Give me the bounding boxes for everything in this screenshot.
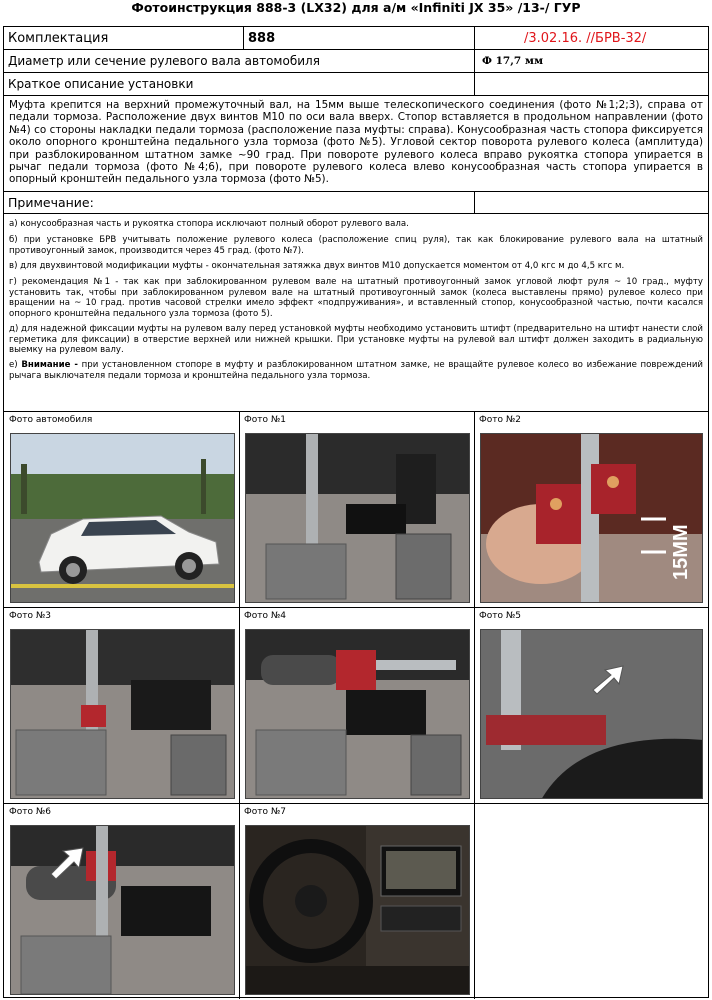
note-d: г) рекомендация №1 - так как при заблокированном рулевом вале на штатный противоугонный замок угловой люфт руля ~ 10 град., муфту установить так, чтобы при заблокированном рулевом вале на штатный противоугонный замок (колеса выставлены прямо) рулевое колесо при вращении на ~ 10 град. против часовой стрелки имело эффект «подпруживания», и вставленный стопор, конусообразной частью, почти касался опорного кронштейна педального узла тормоза (фото 5). bbox=[9, 277, 703, 319]
date-reference: /3.02.16. //БРВ-32/ bbox=[524, 31, 647, 46]
photo-6-stopper bbox=[10, 825, 235, 995]
photo-2-closeup bbox=[480, 433, 703, 603]
photo-7-interior bbox=[245, 825, 470, 995]
document-title: Фотоинструкция 888-3 (LX32) для а/м «Infiniti JX 35» /13-/ ГУР bbox=[131, 0, 581, 15]
photo-label-1: Фото №1 bbox=[244, 415, 286, 425]
photo-label-5: Фото №5 bbox=[479, 611, 521, 621]
photo-4-stopper bbox=[245, 629, 470, 799]
note-a: а) конусообразная часть и рукоятка стопора исключают полный оборот рулевого вала. bbox=[9, 219, 409, 229]
note-e: д) для надежной фиксации муфты на рулевом валу перед установкой муфты необходимо установить штифт (предварительно на штифт нанести слой герметика для фиксации) в отверстие верхней или нижней крышки. При установке муфты на рулевой вал штифт должен заходить в радиальную выемку на рулевом валу. bbox=[9, 324, 703, 356]
warning-bold: Внимание - bbox=[21, 360, 78, 370]
installation-description: Муфта крепится на верхний промежуточный вал, на 15мм выше телескопического соединения (фото №1;2;3), справа от педали тормоза. Расположение двух винтов М10 по оси вала вверх. Стопор вставляется в продольном направлении (фото №4) со стороны накладки педали тормоза (расположение паза муфты: справа). Конусообразная часть стопора фиксируется около опорного кронштейна педального узла тормоза (фото №5). Угловой сектор поворота рулевого колеса (амплитуда) при разблокированном штатном замке ~90 град. При повороте рулевого колеса вправо рукоятка стопора упирается в рычаг педали тормоза (фото №4;6), при повороте рулевого колеса влево конусообразная часть стопора упирается в опорный кронштейн педального узла тормоза (фото №5). bbox=[9, 99, 703, 186]
photo-3-pedals bbox=[10, 629, 235, 799]
photo-1-pedals bbox=[245, 433, 470, 603]
photo-5-bracket bbox=[480, 629, 703, 799]
note-c: в) для двухвинтовой модификации муфты - окончательная затяжка двух винтов М10 допускается моментом от 4,0 кгс м до 4,5 кгс м. bbox=[9, 261, 625, 271]
kit-value: 888 bbox=[248, 31, 276, 46]
warning-text: при установленном стопоре в муфту и разблокированном штатном замке, не вращайте рулевое колесо во избежание повреждений рычага выключателя педали тормоза и кронштейна педального узла тормоза. bbox=[9, 360, 703, 381]
photo-label-car: Фото автомобиля bbox=[9, 415, 93, 425]
instruction-table bbox=[3, 26, 709, 998]
warning-prefix: е) bbox=[9, 360, 22, 370]
description-label: Краткое описание установки bbox=[8, 77, 194, 91]
measurement-annotation: 15ММ bbox=[670, 524, 692, 580]
note-b: б) при установке БРВ учитывать положение рулевого колеса (расположение спиц руля), так как блокирование рулевого вала на штатный противоугонный замок, производится через 45 град. (фото №7). bbox=[9, 235, 703, 256]
notes-label: Примечание: bbox=[8, 195, 94, 210]
note-warning bbox=[9, 360, 703, 381]
photo-label-7: Фото №7 bbox=[244, 807, 286, 817]
photo-label-2: Фото №2 bbox=[479, 415, 521, 425]
diameter-label: Диаметр или сечение рулевого вала автомобиля bbox=[8, 54, 320, 68]
photo-label-3: Фото №3 bbox=[9, 611, 51, 621]
photo-label-4: Фото №4 bbox=[244, 611, 286, 621]
photo-car bbox=[10, 433, 235, 603]
kit-label: Комплектация bbox=[8, 31, 109, 46]
photo-label-6: Фото №6 bbox=[9, 807, 51, 817]
diameter-value: Ф 17,7 мм bbox=[482, 55, 544, 67]
